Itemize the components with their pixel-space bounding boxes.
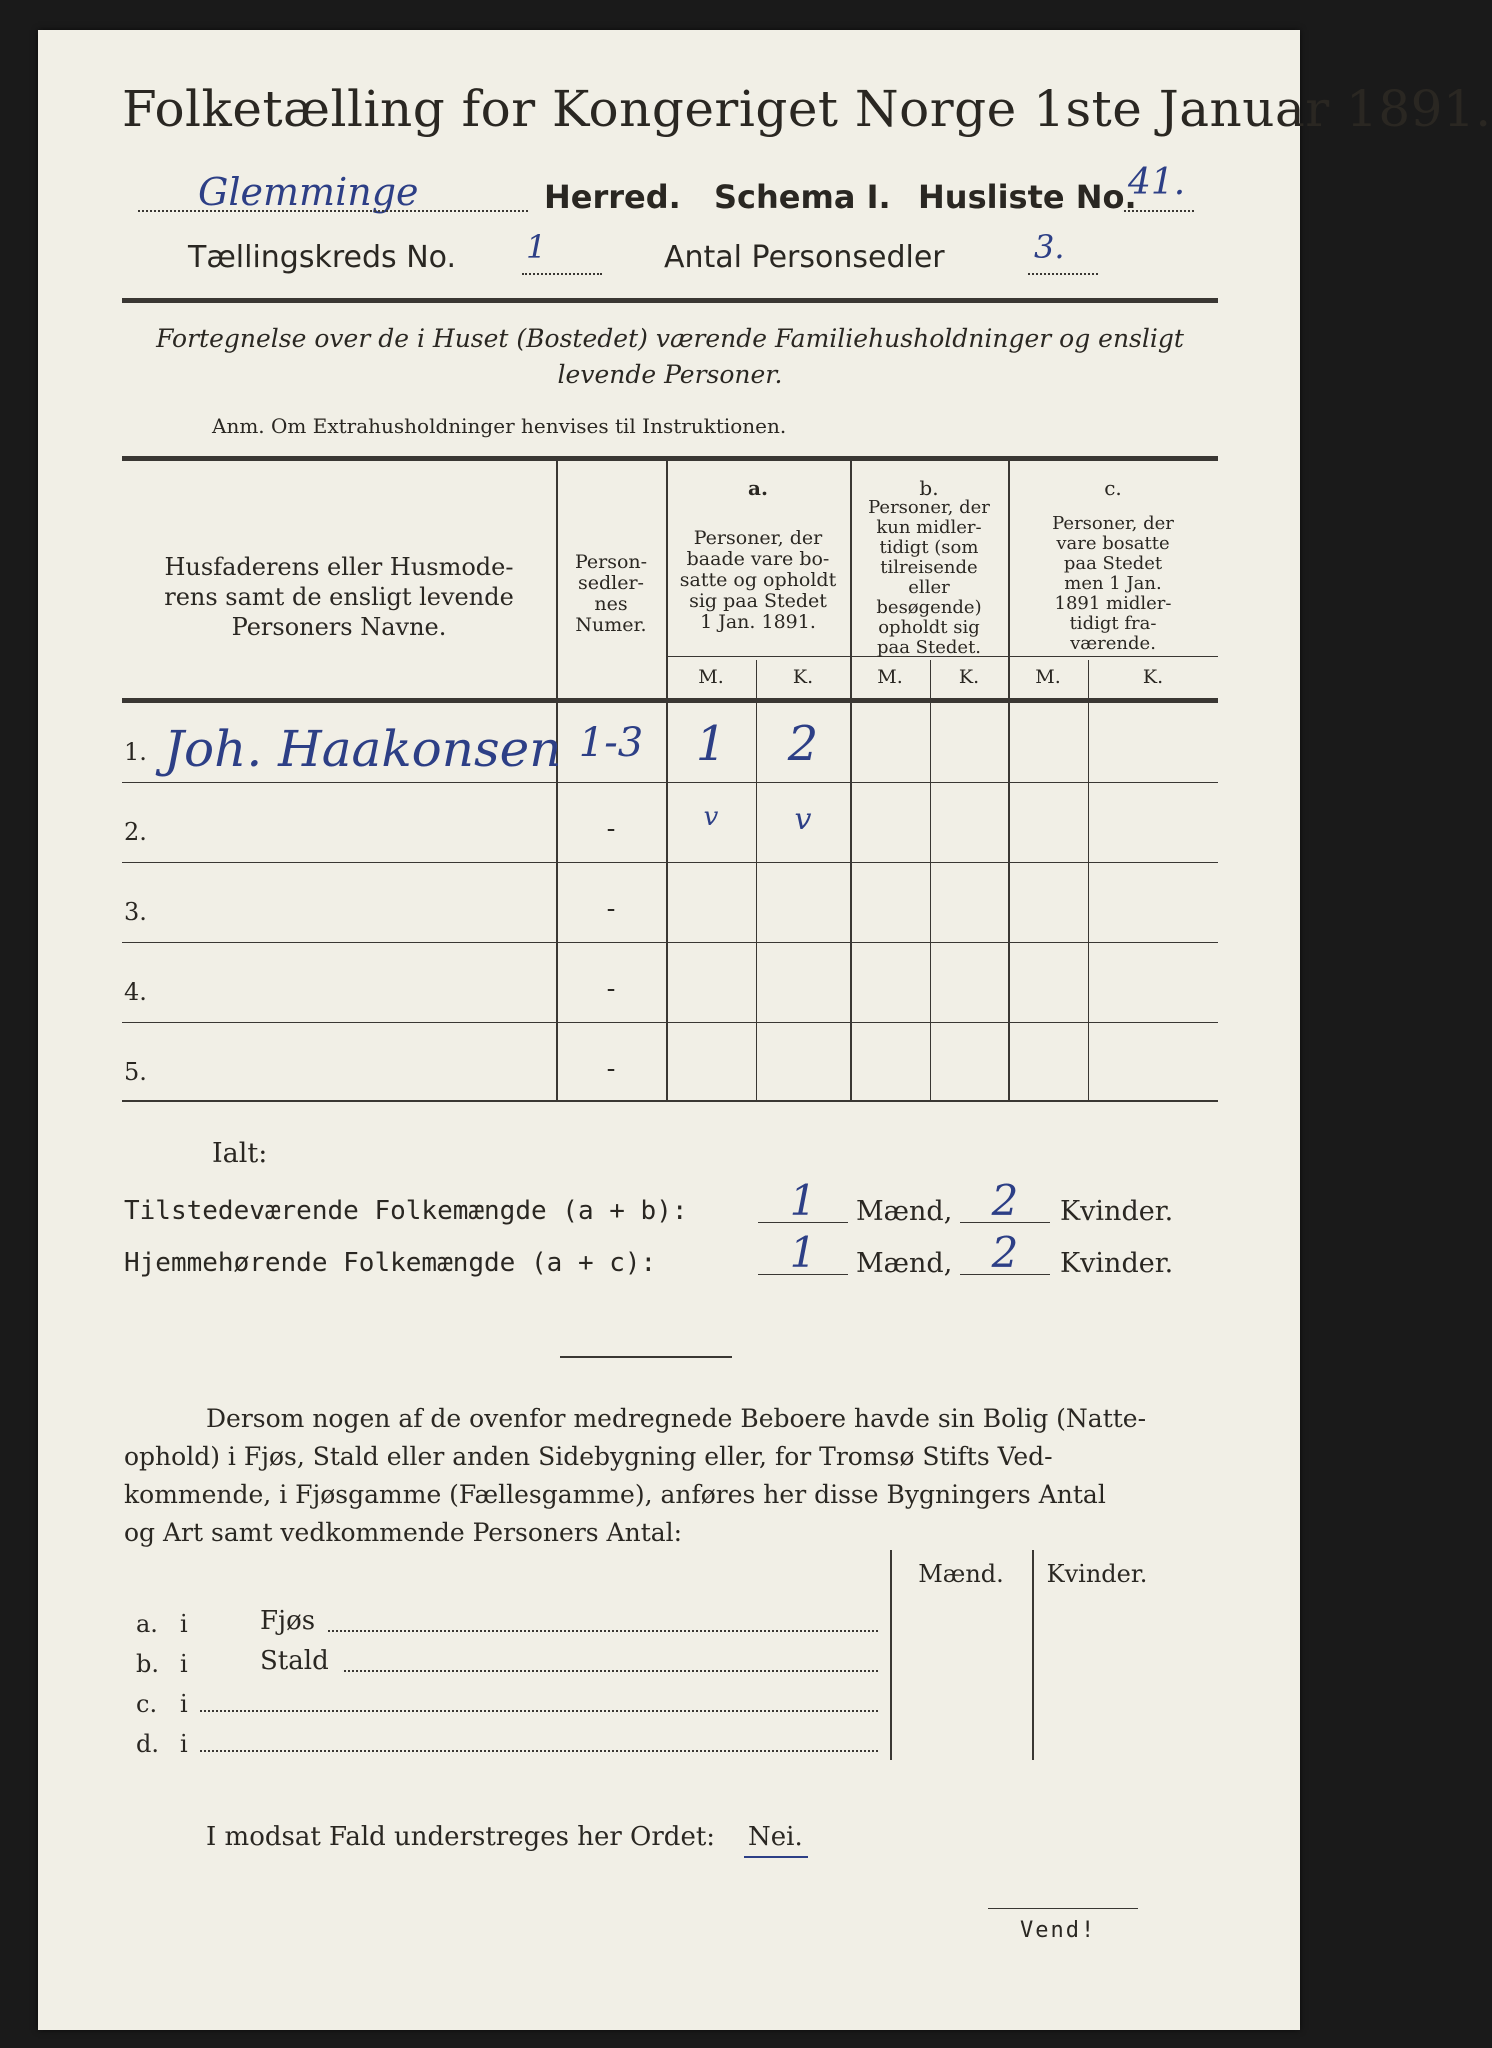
- footer-word-underline: [744, 1856, 808, 1858]
- row-1-number: 1.: [124, 738, 147, 766]
- row-rule-3: [122, 942, 1218, 943]
- footer-word: Nei.: [748, 1822, 803, 1852]
- row-3-num: -: [606, 894, 616, 924]
- total-resident-k: 2: [991, 1228, 1019, 1277]
- header-names: [122, 552, 556, 642]
- header-names-line1: Husfaderens eller Husmode-: [164, 553, 514, 581]
- antal-dotline: [1028, 273, 1098, 275]
- header-c-line4: men 1 Jan.: [1064, 573, 1162, 594]
- row-1-name: Joh. Haakonsen: [164, 720, 562, 778]
- header-c-line1: Personer, der: [1052, 513, 1174, 534]
- header-c-line7: værende.: [1070, 633, 1156, 654]
- building-a-dotline: [328, 1630, 878, 1632]
- header-c-letter: c.: [1104, 476, 1122, 500]
- row-5-num: -: [606, 1054, 616, 1084]
- header-c-line6: tidigt fra-: [1069, 613, 1157, 634]
- ialt-label: Ialt:: [212, 1138, 268, 1169]
- building-a-letter: a.: [136, 1610, 158, 1638]
- header-a: [666, 528, 850, 633]
- header-b-line2: kun midler-: [876, 517, 982, 538]
- building-b-label: Stald: [260, 1646, 329, 1676]
- antal-label: Antal Personsedler: [664, 240, 945, 275]
- header-b-line8: paa Stedet.: [876, 637, 982, 658]
- row-5-number: 5.: [124, 1058, 147, 1086]
- husliste-dotline: [1124, 210, 1194, 212]
- schema-label: Schema I.: [714, 178, 891, 216]
- header-c-line3: paa Stedet: [1063, 553, 1163, 574]
- husliste-label: Husliste No.: [918, 178, 1137, 216]
- building-a-label: Fjøs: [260, 1606, 316, 1636]
- total-resident-k-line: [960, 1274, 1050, 1275]
- building-b-dotline: [344, 1670, 878, 1672]
- herred-value: Glemminge: [198, 170, 419, 214]
- header-num-line2: sedler-: [578, 572, 644, 594]
- row-2-a-k: v: [794, 802, 812, 837]
- total-resident-maend: Mænd,: [856, 1248, 953, 1279]
- row-1-a-m: 1: [695, 716, 727, 772]
- header-b-line6: besøgende): [876, 597, 982, 618]
- total-resident-m-line: [758, 1274, 848, 1275]
- header-a-m: M.: [698, 666, 724, 688]
- intro-line2: levende Personer.: [557, 360, 783, 389]
- header-a-line4: sig paa Stedet: [689, 590, 827, 612]
- header-a-line2: baade vare bo-: [686, 548, 830, 570]
- row-1-num: 1-3: [578, 720, 644, 766]
- header-b-line1: Personer, der: [868, 497, 990, 518]
- total-present-kvinder: Kvinder.: [1060, 1196, 1174, 1227]
- buildings-para-line1: Dersom nogen af de ovenfor medregnede Beboere havde sin Bolig (Natte-: [206, 1404, 1147, 1433]
- building-c-letter: c.: [136, 1690, 158, 1718]
- total-present-m-line: [758, 1222, 848, 1223]
- header-rule: [122, 298, 1218, 303]
- header-b-m: M.: [877, 666, 903, 688]
- header-c-k: K.: [1142, 666, 1164, 688]
- section-divider: [560, 1356, 732, 1358]
- total-present-m: 1: [789, 1176, 817, 1225]
- header-num-line3: nes: [594, 593, 628, 615]
- row-2-a-m: v: [703, 802, 719, 832]
- header-b: [850, 498, 1008, 658]
- census-form: [38, 30, 1492, 2030]
- herred-dotline: [138, 210, 528, 212]
- vend-text: Vend!: [1020, 1918, 1097, 1943]
- total-resident-label: Hjemmehørende Folkemængde (a + c):: [124, 1248, 657, 1278]
- building-a-i: i: [180, 1610, 188, 1638]
- kreds-value: 1: [526, 228, 547, 266]
- header-num: [556, 552, 666, 636]
- header-c: [1008, 514, 1218, 654]
- row-4-num: -: [606, 974, 616, 1004]
- header-b-line3: tidigt (som: [879, 537, 979, 558]
- form-title: Folketælling for Kongeriget Norge 1ste Januar 1891.: [122, 80, 1492, 138]
- row-4-number: 4.: [124, 978, 147, 1006]
- building-b-i: i: [180, 1650, 188, 1678]
- header-c-line5: 1891 midler-: [1054, 593, 1172, 614]
- kreds-dotline: [522, 273, 602, 275]
- buildings-para-line4: og Art samt vedkommende Personers Antal:: [124, 1518, 683, 1547]
- total-present-label: Tilstedeværende Folkemængde (a + b):: [124, 1196, 688, 1226]
- header-a-line1: Personer, der: [693, 527, 823, 549]
- header-b-k: K.: [958, 666, 980, 688]
- row-rule-1: [122, 782, 1218, 783]
- header-num-line1: Person-: [574, 551, 648, 573]
- building-d-dotline: [200, 1750, 878, 1752]
- row-2-num: -: [606, 814, 616, 844]
- header-names-line2: rens samt de ensligt levende: [164, 583, 514, 611]
- header-num-line4: Numer.: [575, 614, 647, 636]
- total-resident-m: 1: [789, 1228, 817, 1277]
- buildings-para-line3: kommende, i Fjøsgamme (Fællesgamme), anføres her disse Bygningers Antal: [124, 1480, 1106, 1509]
- total-present-k: 2: [991, 1176, 1019, 1225]
- total-present-k-line: [960, 1222, 1050, 1223]
- total-resident-kvinder: Kvinder.: [1060, 1248, 1174, 1279]
- anm-note: Anm. Om Extrahusholdninger henvises til Instruktionen.: [212, 414, 787, 438]
- col-split-b: [930, 660, 931, 1100]
- header-a-letter: a.: [748, 476, 768, 500]
- header-c-line2: vare bosatte: [1056, 533, 1170, 554]
- building-b-letter: b.: [136, 1650, 159, 1678]
- header-a-line3: satte og opholdt: [679, 569, 837, 591]
- building-d-i: i: [180, 1730, 188, 1758]
- col-split-c: [1088, 660, 1089, 1100]
- building-c-i: i: [180, 1690, 188, 1718]
- header-b-line5: eller: [908, 577, 950, 598]
- header-c-m: M.: [1035, 666, 1061, 688]
- row-rule-4: [122, 1022, 1218, 1023]
- total-present-maend: Mænd,: [856, 1196, 953, 1227]
- table-header-rule: [122, 698, 1218, 703]
- header-a-line5: 1 Jan. 1891.: [700, 611, 816, 633]
- table-bottom-rule: [122, 1100, 1218, 1102]
- row-3-number: 3.: [124, 898, 147, 926]
- table-top-rule: [122, 456, 1218, 461]
- header-b-letter: b.: [919, 476, 939, 500]
- kreds-label: Tællingskreds No.: [188, 240, 456, 275]
- building-d-letter: d.: [136, 1730, 159, 1758]
- row-2-number: 2.: [124, 818, 147, 846]
- buildings-maend-head: Mænd.: [918, 1560, 1004, 1588]
- antal-value: 3.: [1034, 228, 1065, 266]
- buildings-para-line2: ophold) i Fjøs, Stald eller anden Sidebygning eller, for Tromsø Stifts Ved-: [124, 1442, 1053, 1471]
- header-names-line3: Personers Navne.: [231, 613, 447, 641]
- building-c-dotline: [200, 1710, 878, 1712]
- vend-rule: [988, 1908, 1138, 1909]
- header-b-line4: tilreisende: [880, 557, 978, 578]
- footer-text: I modsat Fald understreges her Ordet:: [206, 1822, 716, 1852]
- buildings-kvinder-head: Kvinder.: [1046, 1560, 1148, 1588]
- intro-line1: Fortegnelse over de i Huset (Bostedet) værende Familiehusholdninger og ensligt: [156, 324, 1184, 353]
- header-b-line7: opholdt sig: [878, 617, 980, 638]
- herred-label: Herred.: [544, 178, 681, 216]
- header-a-k: K.: [792, 666, 814, 688]
- row-rule-2: [122, 862, 1218, 863]
- husliste-value: 41.: [1128, 162, 1186, 203]
- row-1-a-k: 2: [787, 716, 819, 772]
